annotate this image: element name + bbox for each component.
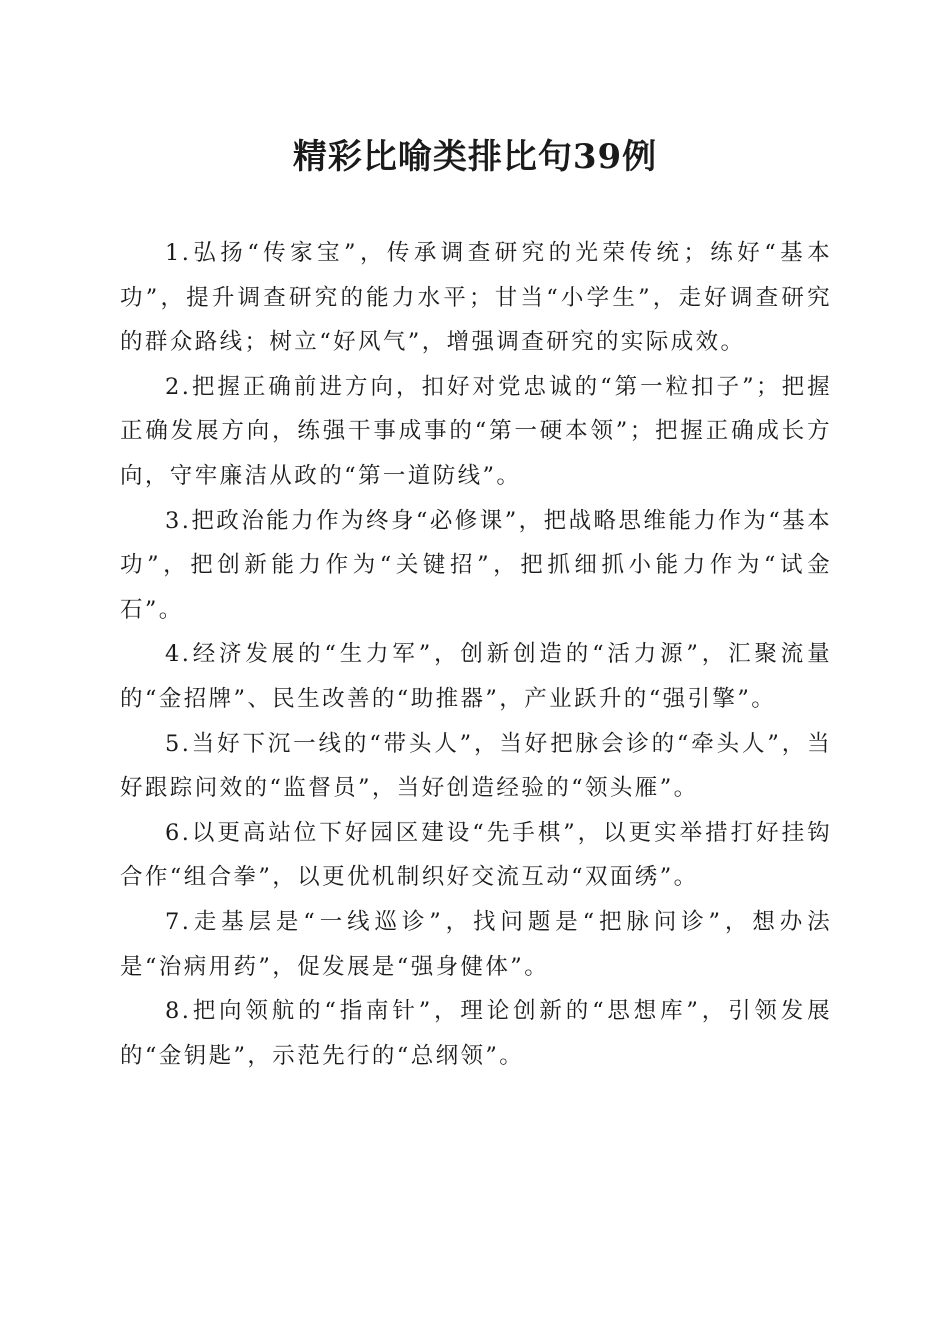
paragraph-8: 8.把向领航的“指南针”，理论创新的“思想库”，引领发展的“金钥匙”，示范先行的“总纲领”。	[120, 998, 832, 1069]
paragraph-2: 2.把握正确前进方向，扣好对党忠诚的“第一粒扣子”；把握正确发展方向，练强干事成事的“第一硬本领”；把握正确成长方向，守牢廉洁从政的“第一道防线”。	[120, 373, 832, 489]
paragraph-1: 1.弘扬“传家宝”，传承调查研究的光荣传统；练好“基本功”，提升调查研究的能力水平；甘当“小学生”，走好调查研究的群众路线；树立“好风气”，增强调查研究的实际成效。	[120, 240, 832, 356]
document-body	[120, 231, 832, 1078]
paragraph-3: 3.把政治能力作为终身“必修课”，把战略思维能力作为“基本功”，把创新能力作为“关键招”，把抓细抓小能力作为“试金石”。	[120, 507, 832, 623]
paragraph-5: 5.当好下沉一线的“带头人”，当好把脉会诊的“牵头人”，当好跟踪问效的“监督员”，当好创造经验的“领头雁”。	[120, 730, 832, 802]
document-title: 精彩比喻类排比句39例	[292, 137, 658, 177]
paragraph-4: 4.经济发展的“生力军”，创新创造的“活力源”，汇聚流量的“金招牌”、民生改善的“助推器”，产业跃升的“强引擎”。	[120, 641, 832, 712]
paragraph-6: 6.以更高站位下好园区建设“先手棋”，以更实举措打好挂钩合作“组合拳”，以更优机制织好交流互动“双面绣”。	[120, 819, 832, 891]
paragraph-7: 7.走基层是“一线巡诊”，找问题是“把脉问诊”，想办法是“治病用药”，促发展是“强身健体”。	[120, 908, 832, 980]
